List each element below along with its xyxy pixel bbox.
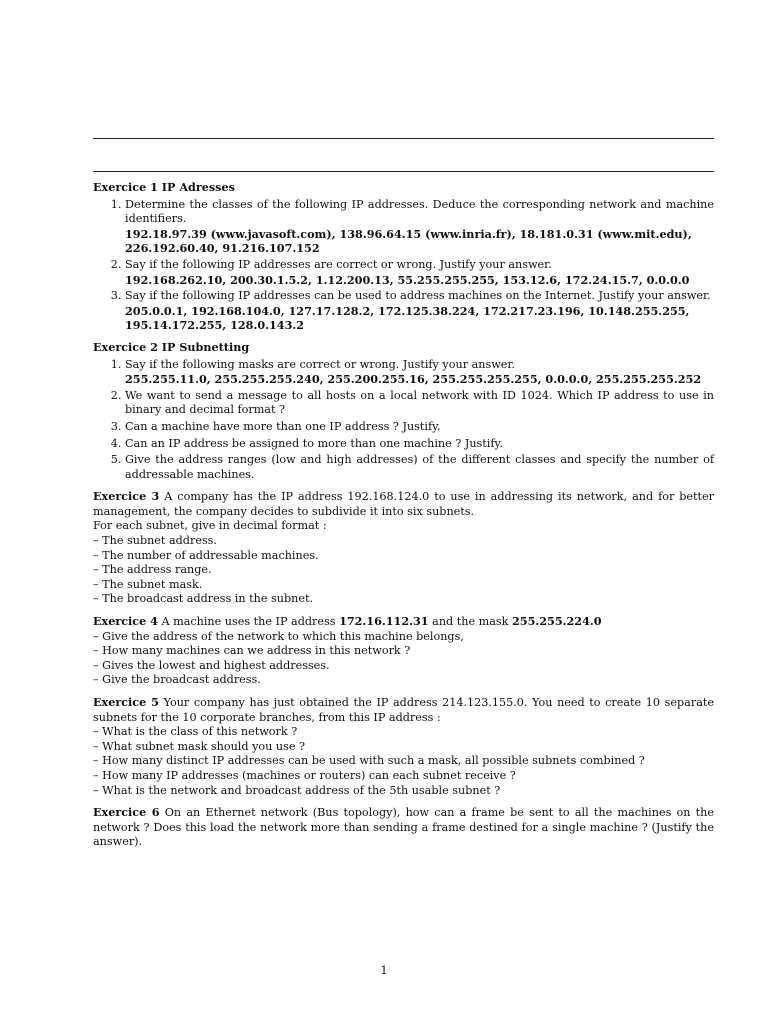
address-list: 192.168.262.10, 200.30.1.5.2, 1.12.200.13, 55.255.255.255, 153.12.6, 172.24.15.7, 0.0.0.0 (125, 272, 690, 287)
exercise-5-label: Exercice 5 (93, 695, 159, 709)
exercise-1-title: IP Adresses (161, 180, 235, 194)
list-item: – Give the address of the network to which this machine belongs, (93, 629, 464, 643)
list-item: – What is the class of this network ? (93, 725, 298, 739)
address-list: 192.18.97.39 (www.javasoft.com), 138.96.64.15 (www.inria.fr), 18.181.0.31 (www.mit.edu), 226.192.60.40, 91.216.107.152 (125, 226, 692, 256)
exercise-2-heading (93, 340, 714, 355)
exercise-5-paragraph (93, 695, 714, 725)
list-item: – The subnet address. (93, 534, 217, 548)
list-item: – The subnet mask. (93, 577, 203, 591)
exercise-4-label: Exercice 4 (93, 614, 158, 629)
exercise-4-text-before: A machine uses the IP address (161, 615, 336, 629)
exercise-2-list (93, 358, 714, 483)
page-number: 1 (380, 964, 388, 977)
header-rule-top (93, 138, 714, 139)
exercise-3 (93, 489, 714, 607)
exercise-1-heading (93, 180, 714, 195)
exercise-4-ip: 172.16.112.31 (339, 614, 429, 629)
list-item: 3. Can a machine have more than one IP address ? Justify. (125, 420, 714, 435)
exercise-6-text: On an Ethernet network (Bus topology), how can a frame be sent to all the machines on the network ? Does this load the network more than sending a frame destined for a single machine ? (Justify the answer). (93, 806, 714, 849)
exercise-6-paragraph (93, 805, 714, 850)
exercise-4 (93, 614, 714, 688)
list-item: 2. We want to send a message to all hosts on a local network with ID 1024. Which IP address to use in binary and decimal format ? (125, 389, 714, 418)
document-body (93, 180, 714, 857)
exercise-2-label: Exercice 2 (93, 339, 158, 354)
exercise-5-text: Your company has just obtained the IP address 214.123.155.0. You need to create 10 separate subnets for the 10 corporate branches, from this IP address : (93, 696, 714, 724)
list-item: – How many machines can we address in this network ? (93, 644, 411, 658)
question-text: 1. Determine the classes of the following IP addresses. Deduce the corresponding network and machine identifiers. (125, 197, 714, 226)
exercise-4-text-mid: and the mask (432, 615, 509, 629)
list-item: – How many IP addresses (machines or routers) can each subnet receive ? (93, 768, 516, 782)
list-item: – What subnet mask should you use ? (93, 739, 306, 753)
exercise-4-paragraph (93, 614, 714, 630)
header-rule-bottom (93, 171, 714, 172)
list-item (125, 258, 714, 287)
list-item: – The broadcast address in the subnet. (93, 592, 314, 606)
question-text: 3. Say if the following IP addresses can be used to address machines on the Internet. Justify your answer. (125, 289, 711, 303)
question-text: 2. Say if the following IP addresses are correct or wrong. Justify your answer. (125, 257, 552, 271)
list-item: 4. Can an IP address be assigned to more than one machine ? Justify. (125, 437, 714, 452)
exercise-1-list (93, 198, 714, 333)
exercise-1 (93, 180, 714, 333)
exercise-3-paragraph (93, 489, 714, 519)
exercise-3-text: A company has the IP address 192.168.124.0 to use in addressing its network, and for better management, the company decides to subdivide it into six subnets. (93, 490, 715, 518)
list-item: – How many distinct IP addresses can be used with such a mask, all possible subnets combined ? (93, 754, 645, 768)
exercise-5 (93, 695, 714, 798)
list-item (125, 289, 714, 333)
list-item (125, 358, 714, 387)
address-list: 205.0.0.1, 192.168.104.0, 127.17.128.2, 172.125.38.224, 172.217.23.196, 10.148.255.255, 195.14.172.255, 128.0.143.2 (125, 303, 690, 333)
exercise-2-title: IP Subnetting (161, 339, 250, 354)
list-item: – The address range. (93, 563, 212, 577)
exercise-4-mask: 255.255.224.0 (512, 614, 602, 629)
exercise-3-label: Exercice 3 (93, 489, 160, 504)
exercise-2 (93, 340, 714, 482)
list-item: – Give the broadcast address. (93, 673, 261, 687)
exercise-3-intro: For each subnet, give in decimal format : (93, 519, 327, 533)
exercise-1-label: Exercice 1 (93, 180, 158, 194)
list-item: – What is the network and broadcast address of the 5th usable subnet ? (93, 783, 501, 797)
exercise-6 (93, 805, 714, 850)
list-item: – The number of addressable machines. (93, 548, 319, 562)
exercise-6-label: Exercice 6 (93, 805, 160, 820)
list-item: 5. Give the address ranges (low and high addresses) of the different classes and specify the number of addressable machines. (125, 453, 714, 482)
list-item: – Gives the lowest and highest addresses. (93, 658, 330, 672)
list-item (125, 198, 714, 256)
mask-list: 255.255.11.0, 255.255.255.240, 255.200.255.16, 255.255.255.255, 0.0.0.0, 255.255.255.252 (125, 372, 702, 387)
question-text: 1. Say if the following masks are correct or wrong. Justify your answer. (125, 357, 516, 371)
